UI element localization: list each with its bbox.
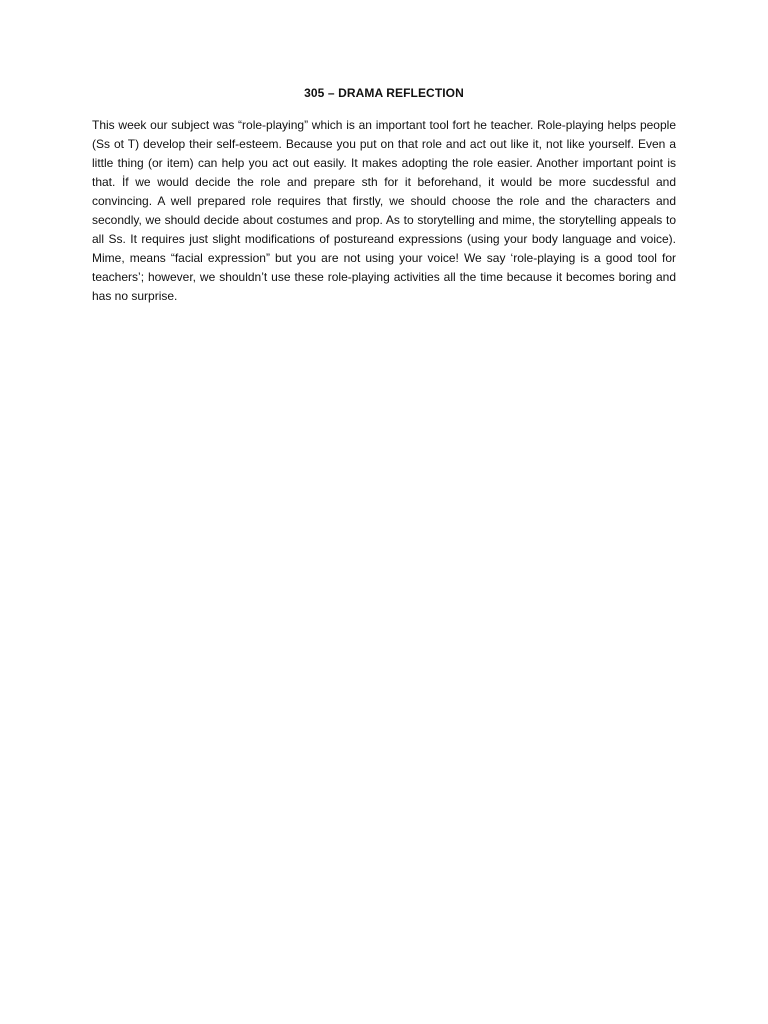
document-body-paragraph: This week our subject was “role-playing” which is an important tool fort he teacher. Role-playing helps people (Ss ot T) develop their self-esteem. Because you put on that role and act out like it, not like yourself. Even a little thing (or item) can help you act out easily. It makes adopting the role easier. Another important point is that. İf we would decide the role and prepare sth for it beforehand, it would be more sucdessful and convincing. A well prepared role requires that firstly, we should choose the role and the characters and secondly, we should decide about costumes and prop. As to storytelling and mime, the storytelling appeals to all Ss. It requires just slight modifications of postureand expressions (using your body language and voice). Mime, means “facial expression” but you are not using your voice! We say ‘role-playing is a good tool for teachers’; however, we shouldn’t use these role-playing activities all the time because it becomes boring and has no surprise. <box>92 118 676 303</box>
document-title: 305 – DRAMA REFLECTION <box>304 86 464 100</box>
